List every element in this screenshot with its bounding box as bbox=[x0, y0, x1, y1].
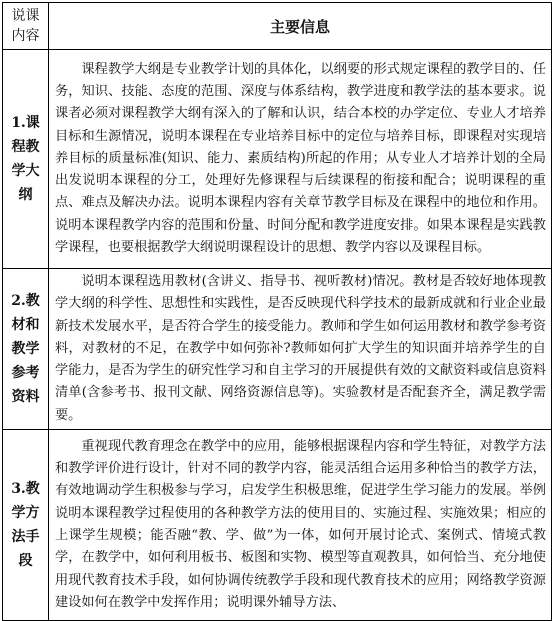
section-label-line: 学大 bbox=[11, 163, 40, 179]
header-left-line2: 内容 bbox=[11, 28, 40, 44]
section-label-line: 法手 bbox=[11, 529, 40, 545]
header-right-cell: 主要信息 bbox=[49, 3, 552, 50]
section-label-line: 材和 bbox=[11, 317, 40, 333]
section-paragraph: 重视现代教育理念在教学中的应用，能够根据课程内容和学生特征，对教学方法和教学评价进行设计，针对不同的教学内容，能灵活组合运用多种恰当的教学方法，有效地调动学生积极参与学习，启发学生积极思维，促进学生学习能力的发展。举例说明本课程教学过程使用的各种教学方法的使用目的、实施过程、实施效果；相应的上课学生规模；能否融“教、学、做”为一体，如何开展讨论式、案例式、情境式教学，在教学中，如何利用板书、板图和实物、模型等直观教具，如何恰当、充分地使用现代教育技术手段，如何协调传统教学手段和现代教育技术的应用；网络教学资源建设如何在教学中发挥作用；说明课外辅导方法、 bbox=[55, 438, 546, 610]
section-label-line: 纲 bbox=[18, 187, 33, 203]
section-label-line: 3.教 bbox=[11, 481, 40, 497]
section-paragraph: 说明本课程选用教材(含讲义、指导书、视听教材)情况。教材是否较好地体现教学大纲的科学性、思想性和实践性，是否反映现代科学技术的最新成就和行业企业最新技术发展水平，是否符合学生的接受能力。教师和学生如何运用教材和教学参考资料，对教材的不足，在教学中如何弥补?教师如何扩大学生的知识面并培养学生的自学能力，是否为学生的研究性学习和自主学习的开展提供有效的文献资料或信息资料清单(含参考书、报刊文献、网络资源信息等)。实验教材是否配套齐全，满足教学需要。 bbox=[55, 273, 546, 423]
header-left-cell bbox=[3, 3, 49, 50]
section-label-line: 学方 bbox=[11, 505, 40, 521]
section-body-cell bbox=[49, 50, 552, 269]
section-label-line: 参考 bbox=[11, 365, 40, 381]
header-left-line1: 说课 bbox=[11, 8, 40, 24]
section-paragraph: 课程教学大纲是专业教学计划的具体化，以纲要的形式规定课程的教学目的、任务，知识、技能、态度的范围、深度与体系结构，教学进度和教学法的基本要求。说课者必须对课程教学大纲有深入的了解和认识，结合本校的办学定位、专业人才培养目标和生源情况，说明本课程在专业培养目标中的定位与培养目标，即课程对实现培养目标的质量标准(知识、能力、素质结构)所起的作用；从专业人才培养计划的全局出发说明本课程的分工，处理好先修课程与后续课程的衔接和配合；说明课程的重点、难点及解决办法。说明本课程内容有关章节教学目标及在课程中的地位和作用。说明本课程教学内容的范围和份量、时间分配和教学进度安排。如果本课程是实践教学课程，也要根据教学大纲说明课程设计的思想、教学内容以及课程目标。 bbox=[55, 61, 546, 256]
course-info-table bbox=[2, 2, 552, 621]
header-row bbox=[3, 3, 552, 50]
section-label-line: 教学 bbox=[11, 341, 40, 357]
section-body-cell bbox=[49, 269, 552, 430]
section-label-line: 1.课 bbox=[11, 115, 40, 131]
section-row-syllabus bbox=[3, 50, 552, 269]
section-label-cell bbox=[3, 269, 49, 430]
section-row-methods bbox=[3, 430, 552, 621]
section-label-cell bbox=[3, 50, 49, 269]
section-label-cell bbox=[3, 430, 49, 621]
section-label-line: 程教 bbox=[11, 139, 40, 155]
section-label-line: 段 bbox=[18, 553, 33, 569]
section-body-cell bbox=[49, 430, 552, 621]
section-label-line: 资料 bbox=[11, 389, 40, 405]
section-row-materials bbox=[3, 269, 552, 430]
section-label-line: 2.教 bbox=[11, 293, 40, 309]
